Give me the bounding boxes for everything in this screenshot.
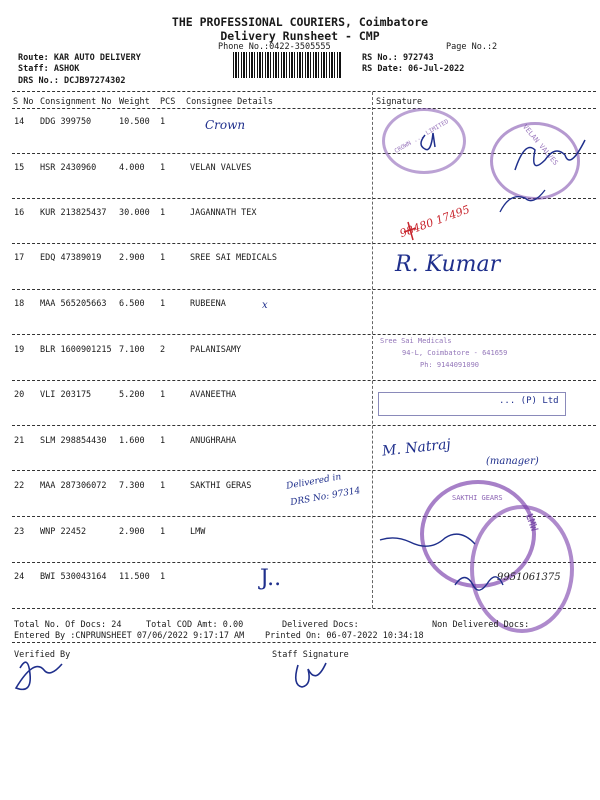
delivered-docs: Delivered Docs:: [282, 620, 359, 630]
col-consignee: Consignee Details: [186, 97, 273, 107]
col-sno: S No: [13, 97, 34, 107]
cell-weight: 30.000: [119, 208, 150, 218]
cell-consignee: SREE SAI MEDICALS: [190, 253, 277, 263]
sakthi-stamp: SAKTHI GEARS: [420, 480, 536, 588]
cell-sno: 23: [14, 527, 25, 537]
cell-sno: 18: [14, 299, 25, 309]
cell-weight: 6.500: [119, 299, 145, 309]
cell-consignment: VLI 203175: [40, 390, 92, 400]
cell-weight: 2.900: [119, 527, 145, 537]
cell-pcs: 1: [160, 572, 166, 582]
route-label: Route: KAR AUTO DELIVERY: [18, 53, 141, 63]
cell-weight: 11.500: [119, 572, 150, 582]
handwritten-nataraj: M. Natraj: [381, 436, 452, 460]
cell-consignee: LMW: [190, 527, 206, 537]
drs-label: DRS No.: DCJB97274302: [18, 76, 126, 86]
cell-consignment: BLR 1600901215: [40, 345, 112, 355]
cell-consignment: EDQ 47389019: [40, 253, 102, 263]
cell-pcs: 1: [160, 527, 166, 537]
total-docs: Total No. Of Docs: 24: [14, 620, 122, 630]
total-cod: Total COD Amt: 0.00: [146, 620, 244, 630]
cell-sno: 24: [14, 572, 25, 582]
handwritten-delivered-in: Delivered in: [285, 472, 343, 492]
col-pcs: PCS: [160, 97, 176, 107]
col-consignment: Consignment No: [40, 97, 112, 107]
handwritten-last-sign: J..: [260, 566, 282, 591]
cell-weight: 2.900: [119, 253, 145, 263]
cell-consignment: HSR 2430960: [40, 163, 97, 173]
verified-by-label: Verified By: [14, 650, 71, 660]
avaneetha-stamp: ... (P) Ltd: [378, 392, 566, 416]
cell-consignment: WNP 22452: [40, 527, 87, 537]
staff-signature-label: Staff Signature: [272, 650, 349, 660]
cell-consignment: SLM 298854430: [40, 436, 107, 446]
cell-sno: 19: [14, 345, 25, 355]
cell-consignee: SAKTHI GERAS: [190, 481, 252, 491]
velan-stamp: VELAN VALVES: [490, 122, 580, 200]
cell-pcs: 1: [160, 481, 166, 491]
sree-sai-stamp: Sree Sai Medicals 94-L, Coimbatore - 641659 Ph: 9144091090: [380, 337, 508, 369]
cell-pcs: 1: [160, 390, 166, 400]
col-weight: Weight: [119, 97, 150, 107]
cell-weight: 5.200: [119, 390, 145, 400]
handwritten-drs-no: DRS No: 97314: [289, 485, 362, 509]
cell-consignee: ANUGHRAHA: [190, 436, 237, 446]
cell-consignment: KUR 213825437: [40, 208, 107, 218]
cell-consignee: PALANISAMY: [190, 345, 242, 355]
printed-on: Printed On: 06-07-2022 10:34:18: [265, 631, 424, 641]
rs-date: RS Date: 06-Jul-2022: [362, 64, 465, 74]
phone-number: Phone No.:0422-3505555: [218, 42, 331, 52]
cell-pcs: 1: [160, 253, 166, 263]
cell-sno: 14: [14, 117, 25, 127]
rs-number: RS No.: 972743: [362, 53, 434, 63]
non-delivered-docs: Non Delivered Docs:: [432, 620, 530, 630]
cell-pcs: 1: [160, 117, 166, 127]
cell-consignee: JAGANNATH TEX: [190, 208, 257, 218]
company-title: THE PROFESSIONAL COURIERS, Coimbatore: [171, 15, 429, 29]
cell-sno: 21: [14, 436, 25, 446]
cell-sno: 17: [14, 253, 25, 263]
cell-weight: 7.300: [119, 481, 145, 491]
cell-consignment: DDG 399750: [40, 117, 92, 127]
cell-consignment: BWI 530043164: [40, 572, 107, 582]
staff-label: Staff: ASHOK: [18, 64, 80, 74]
handwritten-manager: (manager): [486, 456, 539, 467]
cell-pcs: 2: [160, 345, 166, 355]
entered-by: Entered By :CNPRUNSHEET 07/06/2022 9:17:17 AM: [14, 631, 245, 641]
col-signature: Signature: [376, 97, 423, 107]
cell-pcs: 1: [160, 163, 166, 173]
handwritten-crown: Crown: [205, 118, 246, 132]
cell-sno: 15: [14, 163, 25, 173]
divider: [12, 642, 596, 643]
cell-weight: 7.100: [119, 345, 145, 355]
cell-consignee: VELAN VALVES: [190, 163, 252, 173]
crown-stamp: CROWN ... LIMITED: [382, 108, 466, 174]
document-subtitle: Delivery Runsheet - CMP: [220, 29, 380, 43]
page-number: Page No.:2: [446, 42, 498, 52]
cell-weight: 1.600: [119, 436, 145, 446]
handwritten-x-mark: x: [262, 300, 268, 311]
cell-weight: 4.000: [119, 163, 145, 173]
cell-sno: 16: [14, 208, 25, 218]
lmw-stamp: LMW: [470, 505, 574, 633]
cell-pcs: 1: [160, 299, 166, 309]
handwritten-phone-red: 98480 17495: [397, 202, 472, 241]
cell-consignee: RUBEENA: [190, 299, 226, 309]
handwritten-phone: 9951061375: [497, 572, 561, 583]
cell-weight: 10.500: [119, 117, 150, 127]
cell-pcs: 1: [160, 436, 166, 446]
cell-consignment: MAA 287306072: [40, 481, 107, 491]
cell-consignment: MAA 565205663: [40, 299, 107, 309]
handwritten-kumar: R. Kumar: [395, 252, 501, 277]
cell-sno: 20: [14, 390, 25, 400]
cell-consignee: AVANEETHA: [190, 390, 237, 400]
cell-pcs: 1: [160, 208, 166, 218]
cell-sno: 22: [14, 481, 25, 491]
